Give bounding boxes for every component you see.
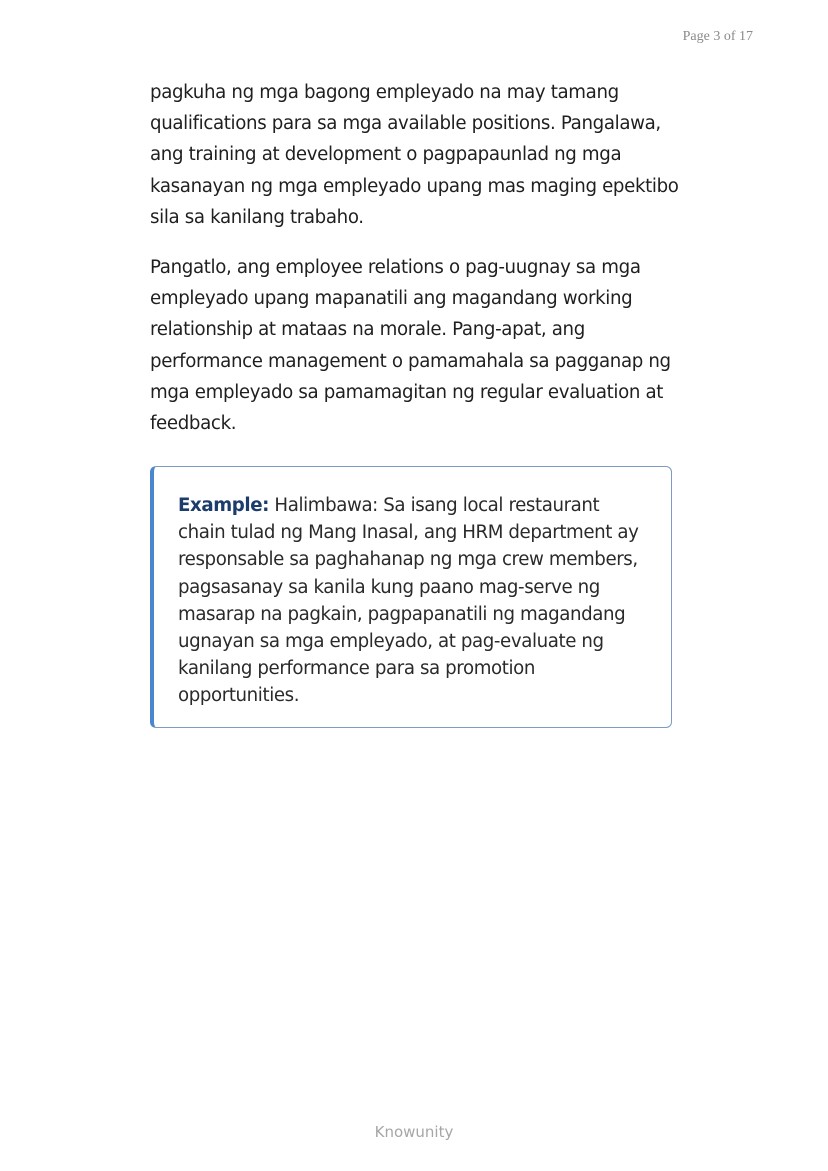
example-text	[178, 492, 645, 710]
paragraph-hr-functions-1: pagkuha ng mga bagong empleyado na may tamang qualifications para sa mga available positions. Pangalawa, ang training at development o pagpapaunlad ng mga kasanayan ng mga empleyado upang mas maging epektibo sila sa kanilang trabaho.	[150, 82, 679, 228]
paragraph-hr-functions-2: Pangatlo, ang employee relations o pag-uugnay sa mga empleyado upang mapanatili ang magandang working relationship at mataas na morale. Pang-apat, ang performance management o pamamahala sa pagganap ng mga empleyado sa pamamagitan ng regular evaluation at feedback.	[150, 257, 671, 435]
footer-brand: Knowunity	[374, 1123, 454, 1141]
document-body	[150, 77, 680, 439]
example-body: Halimbawa: Sa isang local restaurant chain tulad ng Mang Inasal, ang HRM department ay responsable sa paghahanap ng mga crew members, pagsasanay sa kanila kung paano mag-serve ng masarap na pagkain, pagpapanatili ng magandang ugnayan sa mga empleyado, at pag-evaluate ng kanilang performance para sa promotion opportunities.	[178, 495, 639, 707]
example-callout	[150, 466, 672, 728]
page-indicator: Page 3 of 17	[682, 29, 753, 44]
example-label: Example:	[178, 495, 270, 516]
